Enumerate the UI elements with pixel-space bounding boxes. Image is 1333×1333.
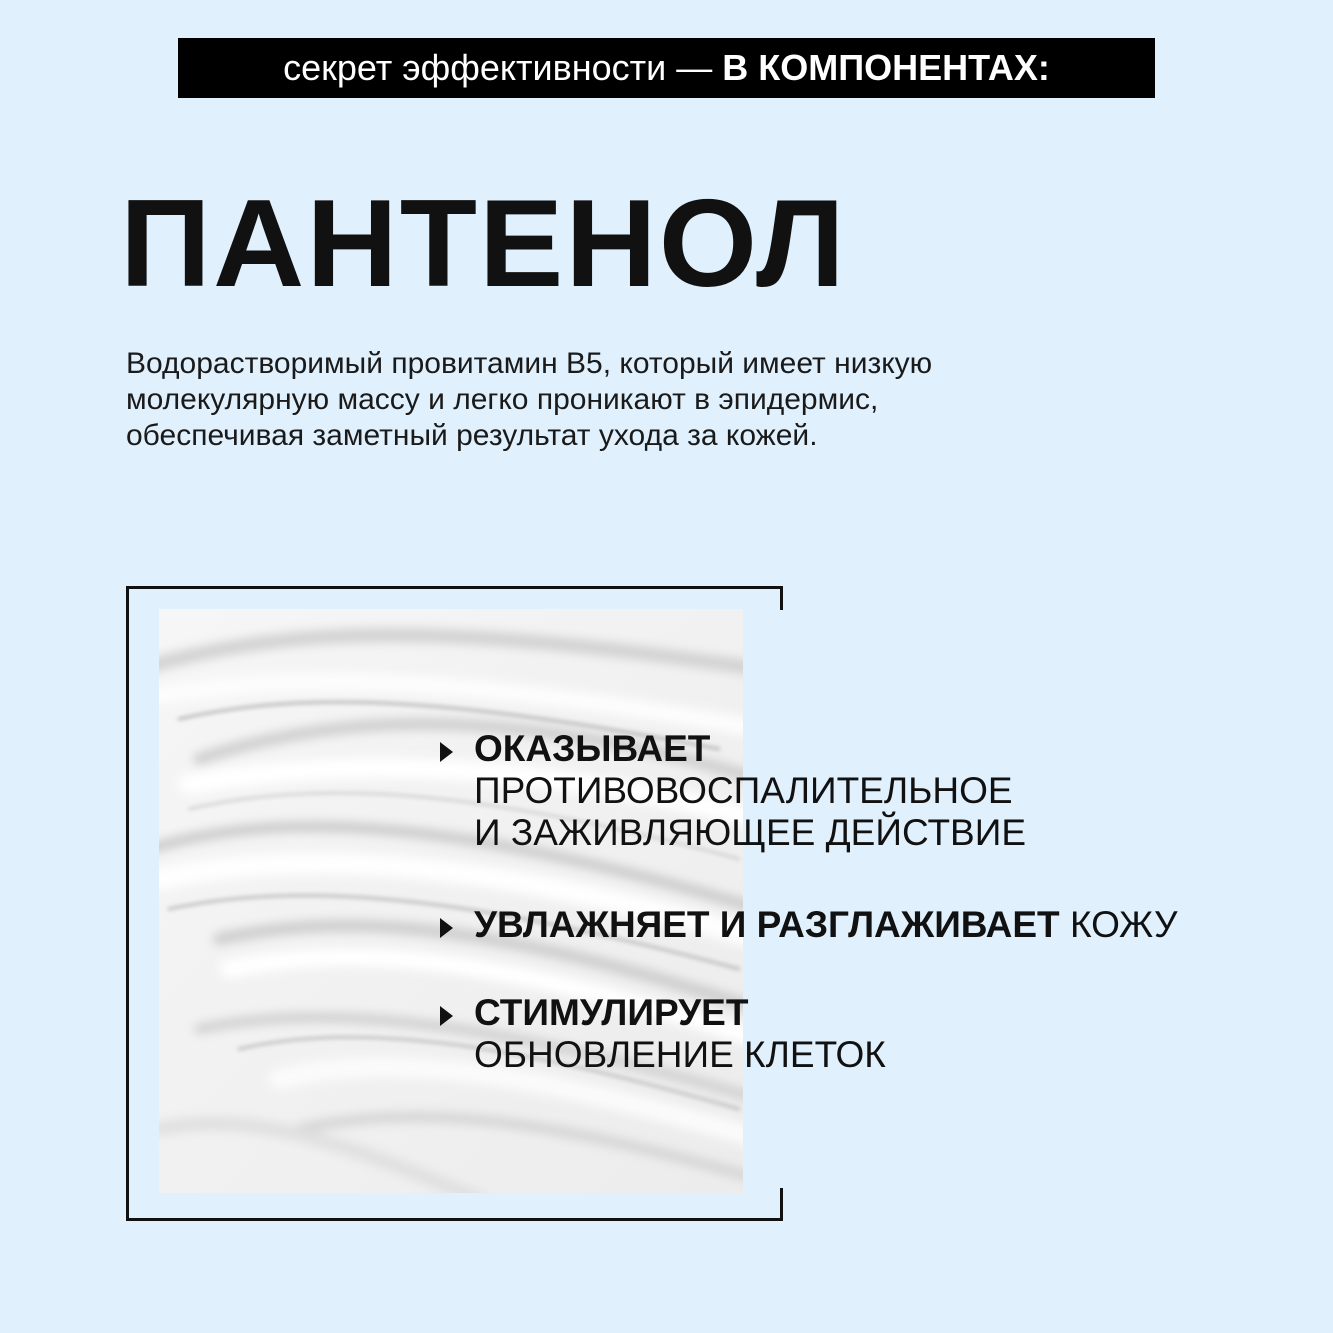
description-line: молекулярную массу и легко проникают в эпидермис, [126, 383, 879, 416]
benefit-bold-text: СТИМУЛИРУЕТ [474, 992, 749, 1033]
benefit-text: И ЗАЖИВЛЯЮЩЕЕ ДЕЙСТВИЕ [474, 812, 1027, 853]
description-line: обеспечивая заметный результат ухода за кожей. [126, 419, 818, 452]
benefit-bold-text: УВЛАЖНЯЕТ И РАЗГЛАЖИВАЕТ [474, 904, 1060, 945]
triangle-bullet-icon [440, 1006, 453, 1026]
image-frame-tick-bottom [780, 1188, 783, 1220]
benefit-bold-text: ОКАЗЫВАЕТ [474, 728, 711, 769]
ingredient-description [126, 346, 1226, 454]
page-title: ПАНТЕНОЛ [120, 175, 847, 313]
banner-emphasis-text: В КОМПОНЕНТАХ: [722, 47, 1050, 88]
header-banner [178, 38, 1155, 98]
image-frame-top-border [126, 586, 783, 589]
triangle-bullet-icon [440, 918, 453, 938]
image-frame-tick-top [780, 586, 783, 610]
banner-lead-text: секрет эффективности — [283, 47, 713, 88]
cream-texture-icon [159, 609, 743, 1193]
benefit-text: ОБНОВЛЕНИЕ КЛЕТОК [474, 1034, 886, 1075]
cream-texture-image [159, 609, 743, 1193]
benefit-text: КОЖУ [1069, 904, 1178, 945]
benefit-text: ПРОТИВОВОСПАЛИТЕЛЬНОЕ [474, 770, 1013, 811]
description-line: Водорастворимый провитамин В5, который имеет низкую [126, 347, 933, 380]
triangle-bullet-icon [440, 742, 453, 762]
